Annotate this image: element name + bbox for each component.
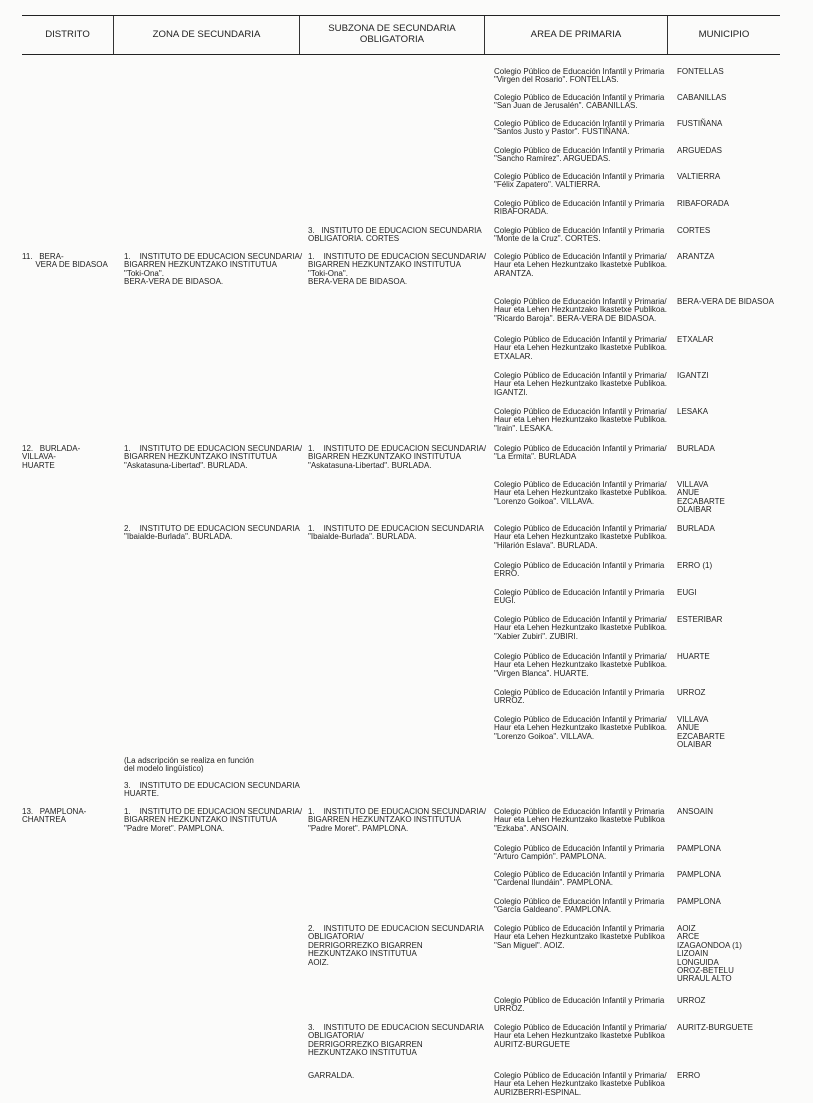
municipio-cell: ANSOAIN	[677, 807, 714, 816]
area-primaria-cell: Colegio Público de Educación Infantil y Primaria "Sancho Ramírez". ARGUEDAS.	[494, 146, 665, 164]
municipio-cell: IGANTZI	[677, 371, 709, 380]
municipio-cell: BERA-VERA DE BIDASOA	[677, 297, 774, 306]
municipio-cell: VILLAVA ANUE EZCABARTE OLAIBAR	[677, 715, 725, 750]
zona-cell: 1. INSTITUTO DE EDUCACION SECUNDARIA/ BIGARREN HEZKUNTZAKO INSTITUTUA "Askatasuna-Libertad". BURLADA.	[124, 444, 303, 470]
distrito-cell: 13. PAMPLONA- CHANTREA	[22, 807, 87, 825]
municipio-cell: HUARTE	[677, 652, 710, 661]
area-primaria-cell: Colegio Público de Educación Infantil y Primaria "Virgen del Rosario". FONTELLAS.	[494, 67, 665, 85]
subzona-cell: 3. INSTITUTO DE EDUCACION SECUNDARIA OBLIGATORIA/ DERRIGORREZKO BIGARREN HEZKUNTZAKO INSTITUTUA	[308, 1023, 484, 1058]
municipio-cell: CORTES	[677, 226, 711, 235]
area-primaria-cell: Colegio Público de Educación Infantil y Primaria "Arturo Campión". PAMPLONA.	[494, 844, 665, 862]
area-primaria-cell: Colegio Público de Educación Infantil y Primaria/ Haur eta Lehen Hezkuntzako Ikastetxe Publikoa. IGANTZI.	[494, 371, 667, 397]
zona-note: (La adscripción se realiza en función del modelo lingüístico)	[124, 756, 254, 774]
municipio-cell: BURLADA	[677, 524, 715, 533]
area-primaria-cell: Colegio Público de Educación Infantil y Primaria/ Haur eta Lehen Hezkuntzako Ikastetxe Publikoa. "Xabier Zubiri". ZUBIRI.	[494, 615, 667, 641]
distrito-cell: 11. BERA- VERA DE BIDASOA	[22, 252, 108, 270]
municipio-cell: ERRO (1)	[677, 561, 713, 570]
area-primaria-cell: Colegio Público de Educación Infantil y Primaria/ Haur eta Lehen Hezkuntzako Ikastetxe Publikoa AURITZ-BURGUETE	[494, 1023, 667, 1049]
area-primaria-cell: Colegio Público de Educación Infantil y Primaria "Félix Zapatero". VALTIERRA.	[494, 172, 665, 190]
municipio-cell: RIBAFORADA	[677, 199, 730, 208]
header-municipio: MUNICIPIO	[698, 29, 750, 40]
area-primaria-cell: Colegio Público de Educación Infantil y Primaria "Santos Justo y Pastor". FUSTIÑANA.	[494, 119, 665, 137]
municipio-cell: ERRO	[677, 1071, 701, 1080]
area-primaria-cell: Colegio Público de Educación Infantil y Primaria Haur eta Lehen Hezkuntzako Ikastetxe Publikoa "San Miguel". AOIZ.	[494, 924, 665, 950]
municipio-cell: ESTERIBAR	[677, 615, 723, 624]
header-zona-secundaria: ZONA DE SECUNDARIA	[152, 29, 261, 40]
zona-cell: 3. INSTITUTO DE EDUCACION SECUNDARIA HUARTE.	[124, 781, 300, 799]
area-primaria-cell: Colegio Público de Educación Infantil y Primaria ERRO.	[494, 561, 665, 579]
municipio-cell: ARGUEDAS	[677, 146, 722, 155]
area-primaria-cell: Colegio Público de Educación Infantil y Primaria URROZ.	[494, 688, 665, 706]
municipio-cell: BURLADA	[677, 444, 715, 453]
area-primaria-cell: Colegio Público de Educación Infantil y Primaria/ "La Ermita". BURLADA	[494, 444, 667, 462]
subzona-cell: 1. INSTITUTO DE EDUCACION SECUNDARIA/ BIGARREN HEZKUNTZAKO INSTITUTUA "Padre Moret". PAMPLONA.	[308, 807, 487, 833]
municipio-cell: EUGI	[677, 588, 697, 597]
zona-cell: 1. INSTITUTO DE EDUCACION SECUNDARIA/ BIGARREN HEZKUNTZAKO INSTITUTUA "Padre Moret". PAMPLONA.	[124, 807, 303, 833]
municipio-cell: ETXALAR	[677, 335, 714, 344]
municipio-cell: LESAKA	[677, 407, 709, 416]
municipio-cell: FONTELLAS	[677, 67, 724, 76]
area-primaria-cell: Colegio Público de Educación Infantil y Primaria "García Galdeano". PAMPLONA.	[494, 897, 665, 915]
area-primaria-cell: Colegio Público de Educación Infantil y Primaria/ Haur eta Lehen Hezkuntzako Ikastetxe Publikoa. "Lorenzo Goikoa". VILLAVA.	[494, 480, 667, 506]
subzona-cell: 2. INSTITUTO DE EDUCACION SECUNDARIA OBLIGATORIA/ DERRIGORREZKO BIGARREN HEZKUNTZAKO INSTITUTUA AOIZ.	[308, 924, 484, 967]
area-primaria-cell: Colegio Público de Educación Infantil y Primaria/ Haur eta Lehen Hezkuntzako Ikastetxe Publikoa. "Hilarión Eslava". BURLADA.	[494, 524, 667, 550]
zona-cell: 1. INSTITUTO DE EDUCACION SECUNDARIA/ BIGARREN HEZKUNTZAKO INSTITUTUA "Toki-Ona". BERA-VERA DE BIDASOA.	[124, 252, 303, 287]
header-subzona-secundaria: SUBZONA DE SECUNDARIA OBLIGATORIA	[328, 23, 456, 45]
area-primaria-cell: Colegio Público de Educación Infantil y Primaria/ Haur eta Lehen Hezkuntzako Ikastetxe Publikoa. "Virgen Blanca". HUARTE.	[494, 652, 667, 678]
area-primaria-cell: Colegio Público de Educación Infantil y Primaria "San Juan de Jerusalén". CABANILLAS.	[494, 93, 665, 111]
municipio-cell: URROZ	[677, 688, 706, 697]
subzona-cell: GARRALDA.	[308, 1071, 355, 1080]
subzona-cell: 3. INSTITUTO DE EDUCACION SECUNDARIA OBLIGATORIA. CORTES	[308, 226, 482, 244]
subzona-cell: 1. INSTITUTO DE EDUCACION SECUNDARIA/ BIGARREN HEZKUNTZAKO INSTITUTUA "Toki-Ona". BERA-VERA DE BIDASOA.	[308, 252, 487, 287]
area-primaria-cell: Colegio Público de Educación Infantil y Primaria EUGI.	[494, 588, 665, 606]
municipio-cell: URROZ	[677, 996, 706, 1005]
area-primaria-cell: Colegio Público de Educación Infantil y Primaria/ Haur eta Lehen Hezkuntzako Ikastetxe Publikoa. "Ricardo Baroja". BERA-VERA DE BIDASOA.	[494, 297, 667, 323]
subzona-cell: 1. INSTITUTO DE EDUCACION SECUNDARIA/ BIGARREN HEZKUNTZAKO INSTITUTUA "Askatasuna-Libertad". BURLADA.	[308, 444, 487, 470]
area-primaria-cell: Colegio Público de Educación Infantil y Primaria/ Haur eta Lehen Hezkuntzako Ikastetxe Publikoa. "Lorenzo Goikoa". VILLAVA.	[494, 715, 667, 741]
header-distrito: DISTRITO	[45, 29, 90, 40]
area-primaria-cell: Colegio Público de Educación Infantil y Primaria/ Haur eta Lehen Hezkuntzako Ikastetxe Publikoa AURIZBERRI-ESPINAL.	[494, 1071, 667, 1097]
municipio-cell: AOIZ ARCE IZAGAONDOA (1) LIZOAIN LONGUIDA OROZ-BETELU URRAUL ALTO	[677, 924, 742, 984]
municipio-cell: PAMPLONA	[677, 870, 721, 879]
municipio-cell: VILLAVA ANUE EZCABARTE OLAIBAR	[677, 480, 725, 515]
distrito-cell: 12. BURLADA- VILLAVA- HUARTE	[22, 444, 81, 470]
area-primaria-cell: Colegio Público de Educación Infantil y Primaria/ Haur eta Lehen Hezkuntzako Ikastetxe Publikoa. ETXALAR.	[494, 335, 667, 361]
zona-cell: 2. INSTITUTO DE EDUCACION SECUNDARIA "Ibaialde-Burlada". BURLADA.	[124, 524, 300, 542]
header-area-primaria: AREA DE PRIMARIA	[530, 29, 622, 40]
municipio-cell: AURITZ-BURGUETE	[677, 1023, 753, 1032]
municipio-cell: FUSTIÑANA	[677, 119, 723, 128]
municipio-cell: VALTIERRA	[677, 172, 721, 181]
municipio-cell: CABANILLAS	[677, 93, 727, 102]
subzona-cell: 1. INSTITUTO DE EDUCACION SECUNDARIA "Ibaialde-Burlada". BURLADA.	[308, 524, 484, 542]
area-primaria-cell: Colegio Público de Educación Infantil y Primaria/ Haur eta Lehen Hezkuntzako Ikastetxe Publikoa. ARANTZA.	[494, 252, 667, 278]
area-primaria-cell: Colegio Público de Educación Infantil y Primaria/ Haur eta Lehen Hezkuntzako Ikastetxe Publikoa. "Irain". LESAKA.	[494, 407, 667, 433]
area-primaria-cell: Colegio Público de Educación Infantil y Primaria "Cardenal Ilundáin". PAMPLONA.	[494, 870, 665, 888]
area-primaria-cell: Colegio Público de Educación Infantil y Primaria Haur eta Lehen Hezkuntzako Ikastetxe Publikoa "Ezkaba". ANSOAIN.	[494, 807, 665, 833]
area-primaria-cell: Colegio Público de Educación Infantil y Primaria "Monte de la Cruz". CORTES.	[494, 226, 665, 244]
municipio-cell: ARANTZA	[677, 252, 715, 261]
area-primaria-cell: Colegio Público de Educación Infantil y Primaria URROZ.	[494, 996, 665, 1014]
area-primaria-cell: Colegio Público de Educación Infantil y Primaria RIBAFORADA.	[494, 199, 665, 217]
municipio-cell: PAMPLONA	[677, 897, 721, 906]
header-bottom-rule	[22, 54, 780, 55]
municipio-cell: PAMPLONA	[677, 844, 721, 853]
